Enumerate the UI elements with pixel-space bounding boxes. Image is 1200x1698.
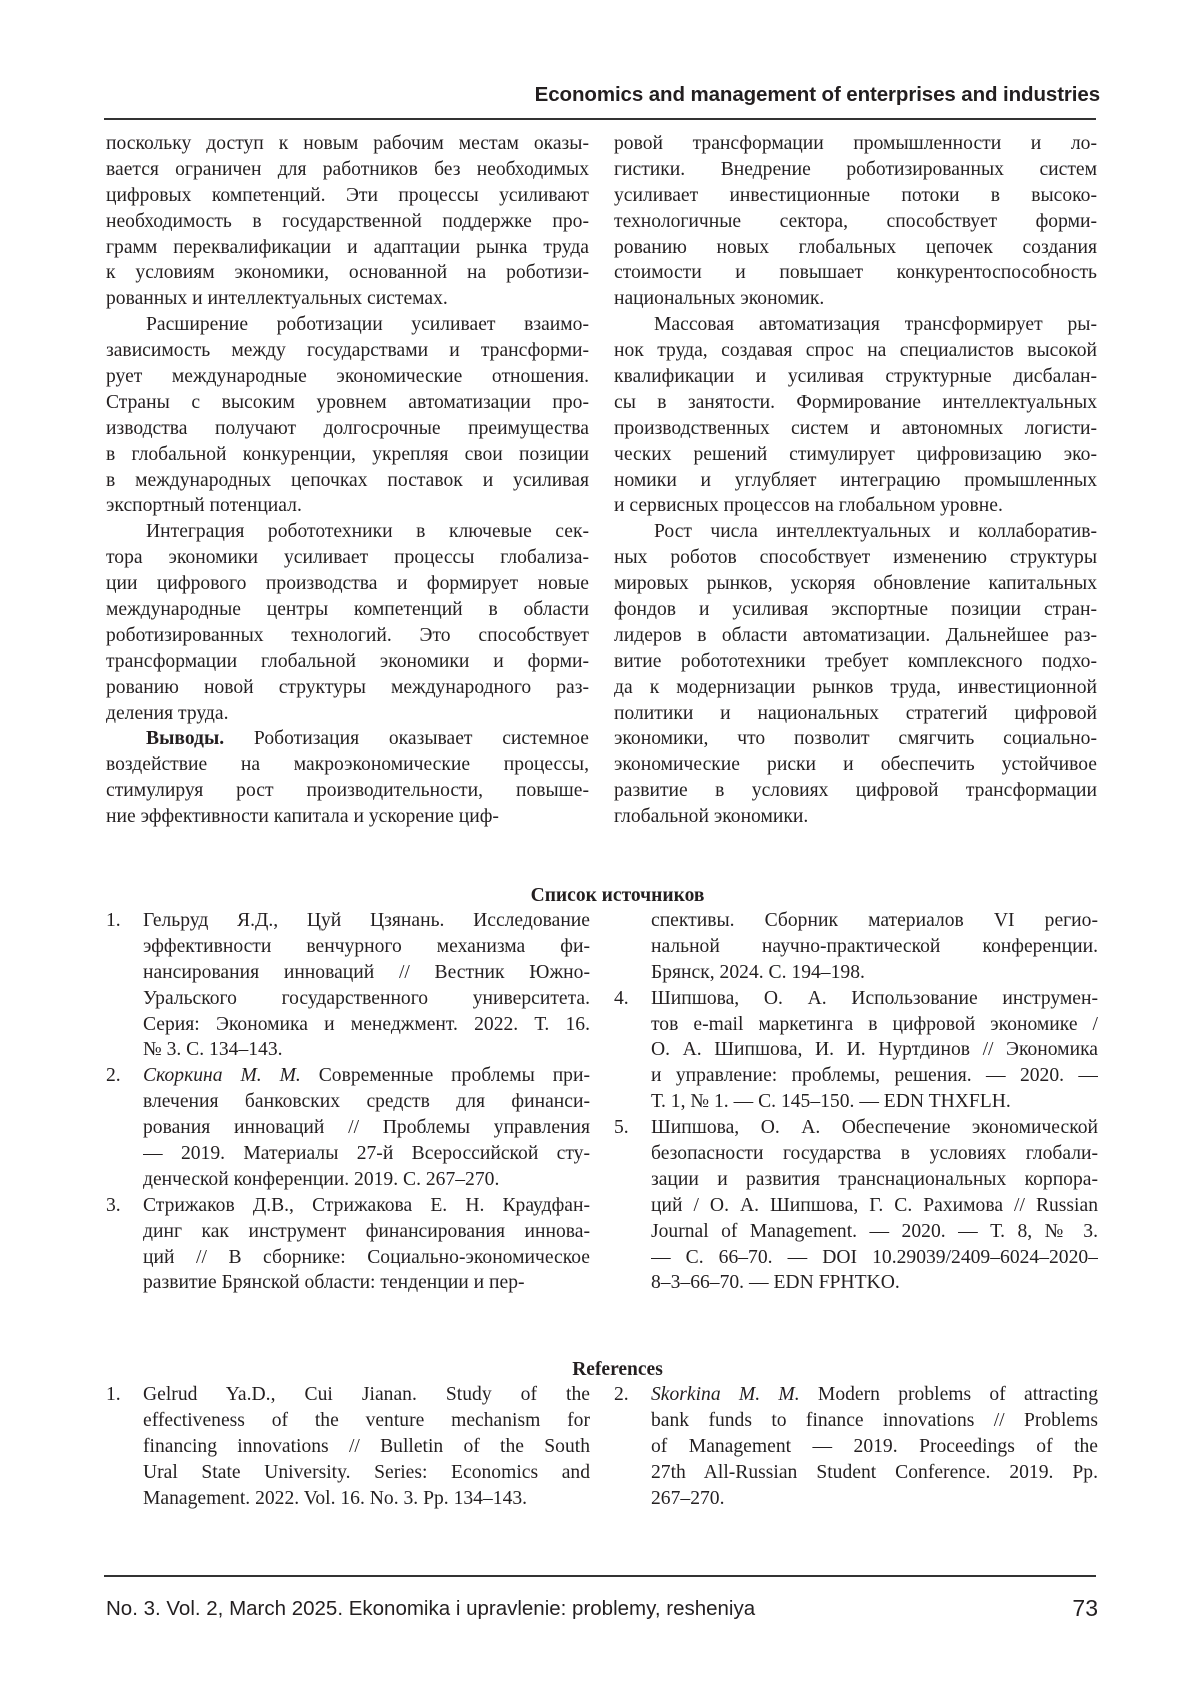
- text-line: [106, 675, 589, 701]
- text-line: [651, 1382, 1098, 1408]
- text-line: [106, 701, 589, 727]
- line-text: необходимость в государственной поддержке про-: [106, 210, 589, 232]
- references-left-column: [106, 1382, 589, 1511]
- text-line: [106, 778, 589, 804]
- text-line: [143, 1270, 590, 1296]
- header-rule: [104, 118, 1096, 120]
- line-text: financing innovations // Bulletin of the South: [143, 1435, 590, 1457]
- paragraph: [106, 519, 589, 726]
- text-line: [614, 571, 1097, 597]
- line-text: — 2019. Материалы 27-й Всероссийской сту-: [143, 1143, 590, 1165]
- line-text: Рост числа интеллектуальных и коллаборатив-: [654, 521, 1097, 543]
- reference-item: [106, 1193, 589, 1297]
- line-text: effectiveness of the venture mechanism for: [143, 1409, 590, 1431]
- line-text: зации и развития транснациональных корпора-: [651, 1168, 1098, 1190]
- line-text: ции цифрового производства и формирует новые: [106, 573, 589, 595]
- text-line: [106, 623, 589, 649]
- reference-number: 1.: [106, 910, 121, 931]
- line-text: квалификации и усиливая структурные дисбалан-: [614, 366, 1097, 388]
- paragraph: [614, 131, 1097, 312]
- line-text: поскольку доступ к новым рабочим местам оказы-: [106, 133, 589, 154]
- line-text: изводства получают долгосрочные преимущества: [106, 417, 589, 439]
- text-line: [614, 649, 1097, 675]
- paragraph: [106, 312, 589, 519]
- line-text: да к модернизации рынков труда, инвестиционной: [614, 676, 1097, 698]
- text-line: [143, 934, 590, 960]
- text-line: [651, 1167, 1098, 1193]
- text-line: [106, 571, 589, 597]
- references-heading: References: [572, 1359, 663, 1380]
- line-text: в международных цепочках поставок и усиливая: [106, 469, 589, 491]
- line-text: номики и углубляет интеграцию промышленных: [614, 469, 1097, 491]
- text-line: [106, 235, 589, 261]
- line-text: Стрижаков Д.В., Стрижакова Е. Н. Краудфан-: [143, 1194, 590, 1216]
- text-line: [651, 1141, 1098, 1167]
- text-line: [106, 545, 589, 571]
- text-line: [614, 701, 1097, 727]
- text-line: [143, 1193, 590, 1219]
- text-line: [106, 804, 589, 830]
- text-line: [143, 1063, 590, 1089]
- paragraph: [106, 726, 589, 830]
- text-line: [651, 986, 1098, 1012]
- text-line: [651, 1089, 1098, 1115]
- text-line: [651, 1408, 1098, 1434]
- reference-number: 1.: [106, 1384, 121, 1405]
- text-line: [614, 726, 1097, 752]
- line-text: лидеров в области автоматизации. Дальнейшее раз-: [614, 624, 1097, 646]
- text-line: [614, 338, 1097, 364]
- reference-item: [106, 908, 589, 1063]
- line-text: Gelrud Ya.D., Cui Jianan. Study of the: [143, 1384, 590, 1405]
- line-text: сы в занятости. Формирование интеллектуальных: [614, 391, 1097, 413]
- text-line: [614, 778, 1097, 804]
- line-text: в глобальной конкуренции, укрепляя свои позиции: [106, 443, 589, 465]
- text-line: [614, 442, 1097, 468]
- line-text: влечения банковских средств для финанси-: [143, 1091, 590, 1113]
- text-line: [614, 364, 1097, 390]
- text-line: [614, 519, 1097, 545]
- text-line: [106, 131, 589, 157]
- text-line: [106, 649, 589, 675]
- text-line: [651, 934, 1098, 960]
- text-line: [614, 183, 1097, 209]
- text-line: [106, 442, 589, 468]
- text-line: [614, 235, 1097, 261]
- reference-author: Скоркина М. М.: [143, 1065, 301, 1087]
- line-text: эффективности венчурного механизма фи-: [143, 935, 590, 957]
- line-text: ций / О. А. Шипшова, Г. С. Рахимова // Russian: [651, 1194, 1098, 1216]
- text-line: [106, 260, 589, 286]
- text-line: [614, 545, 1097, 571]
- text-line: [106, 752, 589, 778]
- sources-heading: Список источников: [530, 885, 705, 906]
- reference-number: 2.: [106, 1065, 121, 1087]
- line-text: Брянск, 2024. С. 194–198.: [651, 961, 865, 983]
- text-line: [651, 1434, 1098, 1460]
- text-line: [106, 286, 589, 312]
- footer-rule: [104, 1575, 1096, 1577]
- line-text: Management. 2022. Vol. 16. No. 3. Pp. 134–143.: [143, 1487, 528, 1509]
- text-line: [143, 1219, 590, 1245]
- text-line: [614, 752, 1097, 778]
- text-line: [143, 1141, 590, 1167]
- line-text: воздействие на макроэкономические процессы,: [106, 754, 589, 776]
- line-text: деления труда.: [106, 702, 229, 724]
- line-text: нансирования инноваций // Вестник Южно-: [143, 961, 590, 983]
- text-line: [143, 1245, 590, 1271]
- line-text: цифровых компетенций. Эти процессы усиливают: [106, 184, 589, 206]
- body-right-column: [614, 131, 1097, 830]
- line-text: технологичные сектора, способствует форми-: [614, 210, 1097, 232]
- text-line: [143, 1037, 590, 1063]
- line-text: bank funds to finance innovations // Problems: [651, 1409, 1098, 1431]
- reference-number: 5.: [614, 1117, 629, 1139]
- text-line: [614, 416, 1097, 442]
- text-line: [143, 1486, 590, 1512]
- text-line: [106, 364, 589, 390]
- line-text: политики и национальных стратегий цифровой: [614, 702, 1097, 724]
- paragraph: [614, 312, 1097, 519]
- line-text: тов e-mail маркетинга в цифровой экономике /: [651, 1013, 1098, 1035]
- line-text: Ural State University. Series: Economics and: [143, 1461, 590, 1483]
- line-text: нальной научно-практической конференции.: [651, 935, 1098, 957]
- line-text: of Management — 2019. Proceedings of the: [651, 1435, 1098, 1457]
- line-text: развитие Брянской области: тенденции и пер-: [143, 1272, 525, 1294]
- text-line: [651, 1270, 1098, 1296]
- line-text: к условиям экономики, основанной на роботизи-: [106, 262, 589, 284]
- line-text: трансформации глобальной экономики и форми-: [106, 650, 589, 672]
- text-line: [106, 183, 589, 209]
- line-text: производственных систем и автономных логисти-: [614, 417, 1097, 439]
- text-line: [143, 908, 590, 934]
- text-line: [614, 493, 1097, 519]
- text-line: [614, 468, 1097, 494]
- text-line: [106, 209, 589, 235]
- line-text: Journal of Management. — 2020. — Т. 8, № 3.: [651, 1220, 1098, 1242]
- line-text: Гельруд Я.Д., Цуй Цзянань. Исследование: [143, 910, 590, 931]
- line-text: ние эффективности капитала и ускорение циф-: [106, 806, 499, 828]
- line-text: ческих решений стимулирует цифровизацию эко-: [614, 443, 1097, 465]
- footer-citation: No. 3. Vol. 2, March 2025. Ekonomika i upravlenie: problemy, resheniya: [106, 1597, 756, 1620]
- body-left-column: [106, 131, 589, 830]
- paragraph: [106, 131, 589, 312]
- reference-number: 3.: [106, 1194, 121, 1216]
- text-line: [614, 675, 1097, 701]
- line-text: гистики. Внедрение роботизированных систем: [614, 158, 1097, 180]
- text-line: [651, 960, 1098, 986]
- text-line: [614, 804, 1097, 830]
- line-text: рованию новых глобальных цепочек создания: [614, 236, 1097, 258]
- line-text: О. А. Шипшова, И. И. Нуртдинов // Экономика: [651, 1039, 1098, 1061]
- text-line: [143, 1408, 590, 1434]
- line-text: вается ограничен для работников без необходимых: [106, 158, 589, 180]
- text-line: [651, 1115, 1098, 1141]
- line-text: стимулируя рост производительности, повыше-: [106, 780, 589, 802]
- text-line: [106, 493, 589, 519]
- line-text: экономики, что позволит смягчить социально-: [614, 728, 1097, 750]
- text-line: [143, 1115, 590, 1141]
- sources-left-column: [106, 908, 589, 1296]
- text-line: [651, 1037, 1098, 1063]
- text-line: [651, 1219, 1098, 1245]
- text-line: [143, 1089, 590, 1115]
- line-text: 27th All-Russian Student Conference. 2019. Pp.: [651, 1461, 1098, 1483]
- text-line: [143, 960, 590, 986]
- line-text: нок труда, создавая спрос на специалистов высокой: [614, 340, 1097, 362]
- line-text: глобальной экономики.: [614, 806, 809, 828]
- reference-item: [614, 1115, 1097, 1296]
- conclusions-label: Выводы.: [146, 728, 225, 750]
- reference-author: Skorkina M. M.: [651, 1384, 800, 1405]
- sources-right-column: [614, 908, 1097, 1296]
- reference-number: 4.: [614, 987, 629, 1009]
- line-text: спективы. Сборник материалов VI регио-: [651, 910, 1098, 931]
- line-text: усиливает инвестиционные потоки в высоко-: [614, 184, 1097, 206]
- text-line: [614, 157, 1097, 183]
- text-line: [143, 1382, 590, 1408]
- text-line: [651, 1460, 1098, 1486]
- line-text: Шипшова, О. А. Обеспечение экономической: [651, 1117, 1098, 1139]
- text-line: [106, 416, 589, 442]
- line-text: Расширение роботизации усиливает взаимо-: [146, 314, 589, 336]
- line-text: рует международные экономические отношения.: [106, 366, 589, 388]
- reference-number: 2.: [614, 1384, 629, 1405]
- reference-item: [614, 986, 1097, 1115]
- text-line: [614, 623, 1097, 649]
- page-number: 73: [1072, 1595, 1098, 1621]
- text-line: [143, 1460, 590, 1486]
- text-line: [106, 312, 589, 338]
- line-text: Серия: Экономика и менеджмент. 2022. Т. 16.: [143, 1013, 590, 1035]
- text-line: [106, 338, 589, 364]
- text-line: [143, 986, 590, 1012]
- text-line: [614, 209, 1097, 235]
- line-text: денческой конференции. 2019. С. 267–270.: [143, 1168, 500, 1190]
- line-text: роботизированных технологий. Это способствует: [106, 624, 589, 646]
- line-text: стоимости и повышает конкурентоспособность: [614, 262, 1097, 284]
- reference-item: [614, 1382, 1097, 1511]
- line-text: 267–270.: [651, 1487, 725, 1509]
- text-line: [143, 1167, 590, 1193]
- references-right-column: [614, 1382, 1097, 1511]
- line-text: Уральского государственного университета.: [143, 987, 590, 1009]
- text-line: [614, 260, 1097, 286]
- reference-item: [614, 908, 1097, 986]
- line-text: ровой трансформации промышленности и ло-: [614, 133, 1097, 154]
- line-text: динг как инструмент финансирования иннова-: [143, 1220, 590, 1242]
- text-line: [651, 1245, 1098, 1271]
- line-text: рованных и интеллектуальных системах.: [106, 288, 448, 310]
- line-text: развитие в условиях цифровой трансформации: [614, 780, 1097, 802]
- text-line: [106, 519, 589, 545]
- line-text: витие робототехники требует комплексного подхо-: [614, 650, 1097, 672]
- line-text: и сервисных процессов на глобальном уровне.: [614, 495, 1003, 517]
- line-text: Массовая автоматизация трансформирует ры-: [654, 314, 1097, 336]
- line-text: мировых рынков, ускоряя обновление капитальных: [614, 573, 1097, 595]
- text-line: [651, 1193, 1098, 1219]
- line-text: фондов и усиливая экспортные позиции стран-: [614, 599, 1097, 621]
- line-text: ных роботов способствует изменению структуры: [614, 547, 1097, 569]
- text-line: [651, 1012, 1098, 1038]
- text-line: [106, 597, 589, 623]
- text-line: [106, 157, 589, 183]
- line-text: Шипшова, О. А. Использование инструмен-: [651, 987, 1098, 1009]
- reference-item: [106, 1382, 589, 1511]
- line-text: экспортный потенциал.: [106, 495, 302, 517]
- line-text: рованию новой структуры международного раз-: [106, 676, 589, 698]
- line-text: Современные проблемы при-: [300, 1065, 590, 1087]
- text-line: [614, 286, 1097, 312]
- reference-item: [106, 1063, 589, 1192]
- line-text: Интеграция робототехники в ключевые сек-: [146, 521, 589, 543]
- line-text: экономические риски и обеспечить устойчивое: [614, 754, 1097, 776]
- line-text: — С. 66–70. — DOI 10.29039/2409–6024–2020–: [651, 1246, 1098, 1268]
- line-text: национальных экономик.: [614, 288, 825, 310]
- line-text: № 3. С. 134–143.: [143, 1039, 283, 1061]
- line-text: и управление: проблемы, решения. — 2020. —: [651, 1065, 1098, 1087]
- text-line: [106, 726, 589, 752]
- line-text: зависимость между государствами и трансформи-: [106, 340, 589, 362]
- text-line: [106, 390, 589, 416]
- line-text: Modern problems of attracting: [799, 1384, 1098, 1405]
- line-text: международные центры компетенций в области: [106, 599, 589, 621]
- text-line: [651, 908, 1098, 934]
- line-text: безопасности государства в условиях глобали-: [651, 1143, 1098, 1165]
- text-line: [143, 1434, 590, 1460]
- text-line: [614, 131, 1097, 157]
- line-text: грамм переквалификации и адаптации рынка труда: [106, 236, 589, 258]
- text-line: [143, 1012, 590, 1038]
- text-line: [614, 597, 1097, 623]
- text-line: [106, 468, 589, 494]
- line-text: ций // В сборнике: Социально-экономическое: [143, 1246, 590, 1268]
- line-text: 8–3–66–70. — EDN FPHTKO.: [651, 1272, 900, 1294]
- line-text: Роботизация оказывает системное: [224, 728, 589, 750]
- paragraph: [614, 519, 1097, 830]
- line-text: тора экономики усиливает процессы глобализа-: [106, 547, 589, 569]
- line-text: Т. 1, № 1. — С. 145–150. — EDN THXFLH.: [651, 1091, 1011, 1113]
- line-text: рования инноваций // Проблемы управления: [143, 1117, 590, 1139]
- text-line: [651, 1486, 1098, 1512]
- line-text: Страны с высоким уровнем автоматизации про-: [106, 391, 589, 413]
- text-line: [614, 390, 1097, 416]
- text-line: [614, 312, 1097, 338]
- running-title: Economics and management of enterprises and industries: [534, 83, 1100, 106]
- text-line: [651, 1063, 1098, 1089]
